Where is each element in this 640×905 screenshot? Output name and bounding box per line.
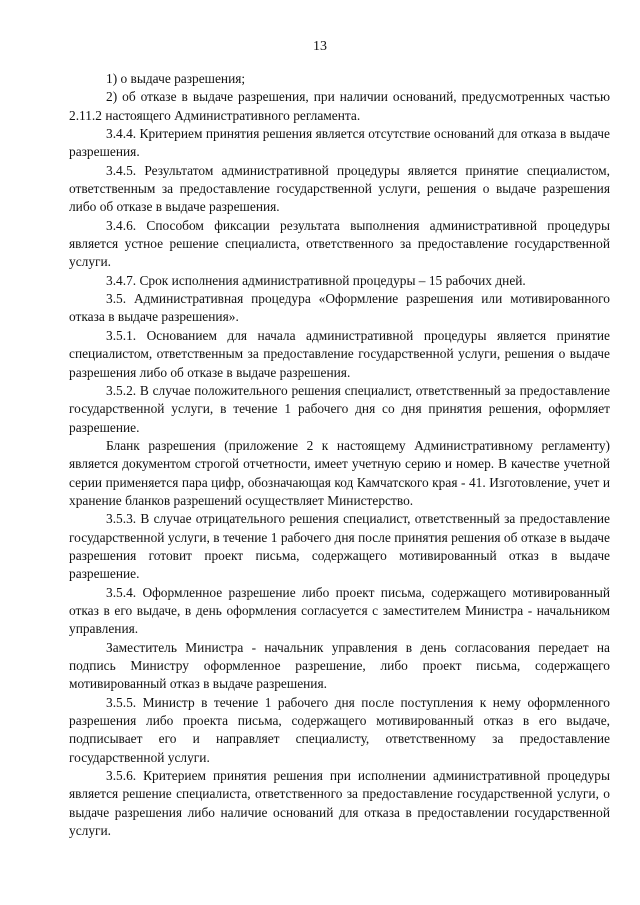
paragraph-permit-form: Бланк разрешения (приложение 2 к настоящему Административному регламенту) является документом строгой отчетности, имеет учетную серию и номер. В качестве учетной серии применяется пара цифр, обозначающая код Камчатского края - 41. Изготовление, учет и хранение бланков разрешений осуществляет Министерство. xyxy=(69,437,610,508)
paragraph-deputy-minister: Заместитель Министра - начальник управления в день согласования передает на подпись Министру оформленное разрешение, либо проект письма, содержащего мотивированный отказ в выдаче разрешения. xyxy=(69,639,610,692)
paragraph-3-5-heading: 3.5. Административная процедура «Оформление разрешения или мотивированного отказа в выдаче разрешения». xyxy=(69,291,610,325)
paragraph-3-5-2: 3.5.2. В случае положительного решения специалист, ответственный за предоставление государственной услуги, в течение 1 рабочего дня со дня принятия решения, оформляет разрешение. xyxy=(69,382,610,435)
paragraph-item-1: 1) о выдаче разрешения; xyxy=(106,71,246,86)
paragraph-3-4-4: 3.4.4. Критерием принятия решения является отсутствие оснований для отказа в выдаче разрешения. xyxy=(69,126,610,160)
paragraph-3-4-6: 3.4.6. Способом фиксации результата выполнения административной процедуры является устное решение специалиста, ответственного за предоставление государственной услуги. xyxy=(69,217,610,270)
paragraph-3-5-3: 3.5.3. В случае отрицательного решения специалист, ответственный за предоставление государственной услуги, в течение 1 рабочего дня после принятия решения об отказе в выдаче разрешения готовит проект письма, содержащего мотивированный отказ в выдаче разрешение. xyxy=(69,511,610,582)
document-body xyxy=(69,70,610,840)
page-number: 13 xyxy=(313,39,327,54)
paragraph-item-2: 2) об отказе в выдаче разрешения, при наличии оснований, предусмотренных частью 2.11.2 настоящего Административного регламента. xyxy=(69,89,610,123)
paragraph-3-5-6: 3.5.6. Критерием принятия решения при исполнении административной процедуры является решение специалиста, ответственного за предоставление государственной услуги, о выдаче разрешения либо наличие оснований для отказа в предоставлении государственной услуги. xyxy=(69,768,610,839)
paragraph-3-5-5: 3.5.5. Министр в течение 1 рабочего дня после поступления к нему оформленного разрешения либо проекта письма, содержащего мотивированный отказ в его выдаче, подписывает его и направляет специалисту, ответственному за предоставление государственной услуги. xyxy=(69,694,610,765)
paragraph-3-5-1: 3.5.1. Основанием для начала административной процедуры является принятие специалистом, ответственным за предоставление государственной услуги, решения о выдаче разрешения либо об отказе в выдаче разрешения. xyxy=(69,327,610,380)
paragraph-3-4-7: 3.4.7. Срок исполнения административной процедуры – 15 рабочих дней. xyxy=(106,272,526,288)
paragraph-3-4-5: 3.4.5. Результатом административной процедуры является принятие специалистом, ответственным за предоставление государственной услуги, решения о выдаче разрешения либо об отказе в выдаче разрешения. xyxy=(69,162,610,215)
paragraph-3-5-4: 3.5.4. Оформленное разрешение либо проект письма, содержащего мотивированный отказ в его выдаче, в день оформления согласуется с заместителем Министра - начальником управления. xyxy=(69,584,610,637)
